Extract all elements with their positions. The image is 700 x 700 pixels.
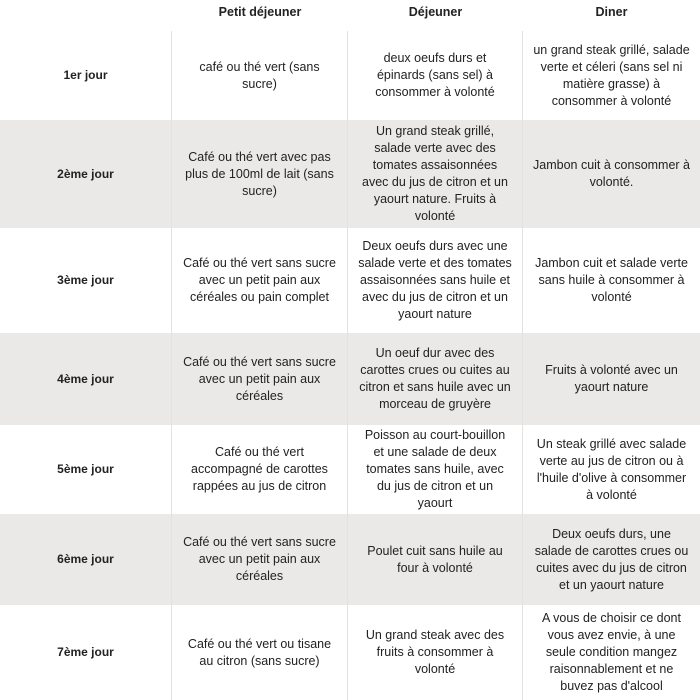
dinner-cell: A vous de choisir ce dont vous avez envie, à une seule condition mangez raisonnablement et ne buvez pas d'alcool: [523, 605, 700, 700]
breakfast-cell: Café ou thé vert ou tisane au citron (sans sucre): [172, 605, 348, 700]
header-breakfast: Petit déjeuner: [172, 0, 348, 31]
day-label: 7ème jour: [0, 605, 172, 700]
day-label: 3ème jour: [0, 228, 172, 333]
lunch-cell: Un grand steak avec des fruits à consommer à volonté: [348, 605, 523, 700]
day-label: 4ème jour: [0, 333, 172, 425]
lunch-cell: deux oeufs durs et épinards (sans sel) à consommer à volonté: [348, 31, 523, 120]
header-lunch: Déjeuner: [348, 0, 523, 31]
day-label: 2ème jour: [0, 120, 172, 228]
header-corner: [0, 0, 172, 31]
dinner-cell: Deux oeufs durs, une salade de carottes crues ou cuites avec du jus de citron et un yaourt nature: [523, 514, 700, 605]
dinner-cell: un grand steak grillé, salade verte et céleri (sans sel ni matière grasse) à consommer à volonté: [523, 31, 700, 120]
day-label: 6ème jour: [0, 514, 172, 605]
dinner-cell: Fruits à volonté avec un yaourt nature: [523, 333, 700, 425]
breakfast-cell: Café ou thé vert avec pas plus de 100ml de lait (sans sucre): [172, 120, 348, 228]
lunch-cell: Un oeuf dur avec des carottes crues ou cuites au citron et sans huile avec un morceau de gruyère: [348, 333, 523, 425]
day-label: 5ème jour: [0, 425, 172, 514]
dinner-cell: Jambon cuit à consommer à volonté.: [523, 120, 700, 228]
lunch-cell: Deux oeufs durs avec une salade verte et des tomates assaisonnées sans huile et avec du jus de citron et un yaourt nature: [348, 228, 523, 333]
lunch-cell: Un grand steak grillé, salade verte avec des tomates assaisonnées avec du jus de citron et un yaourt nature. Fruits à volonté: [348, 120, 523, 228]
breakfast-cell: Café ou thé vert accompagné de carottes rappées au jus de citron: [172, 425, 348, 514]
breakfast-cell: Café ou thé vert sans sucre avec un petit pain aux céréales ou pain complet: [172, 228, 348, 333]
lunch-cell: Poisson au court-bouillon et une salade de deux tomates sans huile, avec du jus de citron et un yaourt: [348, 425, 523, 514]
dinner-cell: Un steak grillé avec salade verte au jus de citron ou à l'huile d'olive à consommer à volonté: [523, 425, 700, 514]
dinner-cell: Jambon cuit et salade verte sans huile à consommer à volonté: [523, 228, 700, 333]
day-label: 1er jour: [0, 31, 172, 120]
header-dinner: Diner: [523, 0, 700, 31]
breakfast-cell: Café ou thé vert sans sucre avec un petit pain aux céréales: [172, 333, 348, 425]
lunch-cell: Poulet cuit sans huile au four à volonté: [348, 514, 523, 605]
breakfast-cell: Café ou thé vert sans sucre avec un petit pain aux céréales: [172, 514, 348, 605]
breakfast-cell: café ou thé vert (sans sucre): [172, 31, 348, 120]
